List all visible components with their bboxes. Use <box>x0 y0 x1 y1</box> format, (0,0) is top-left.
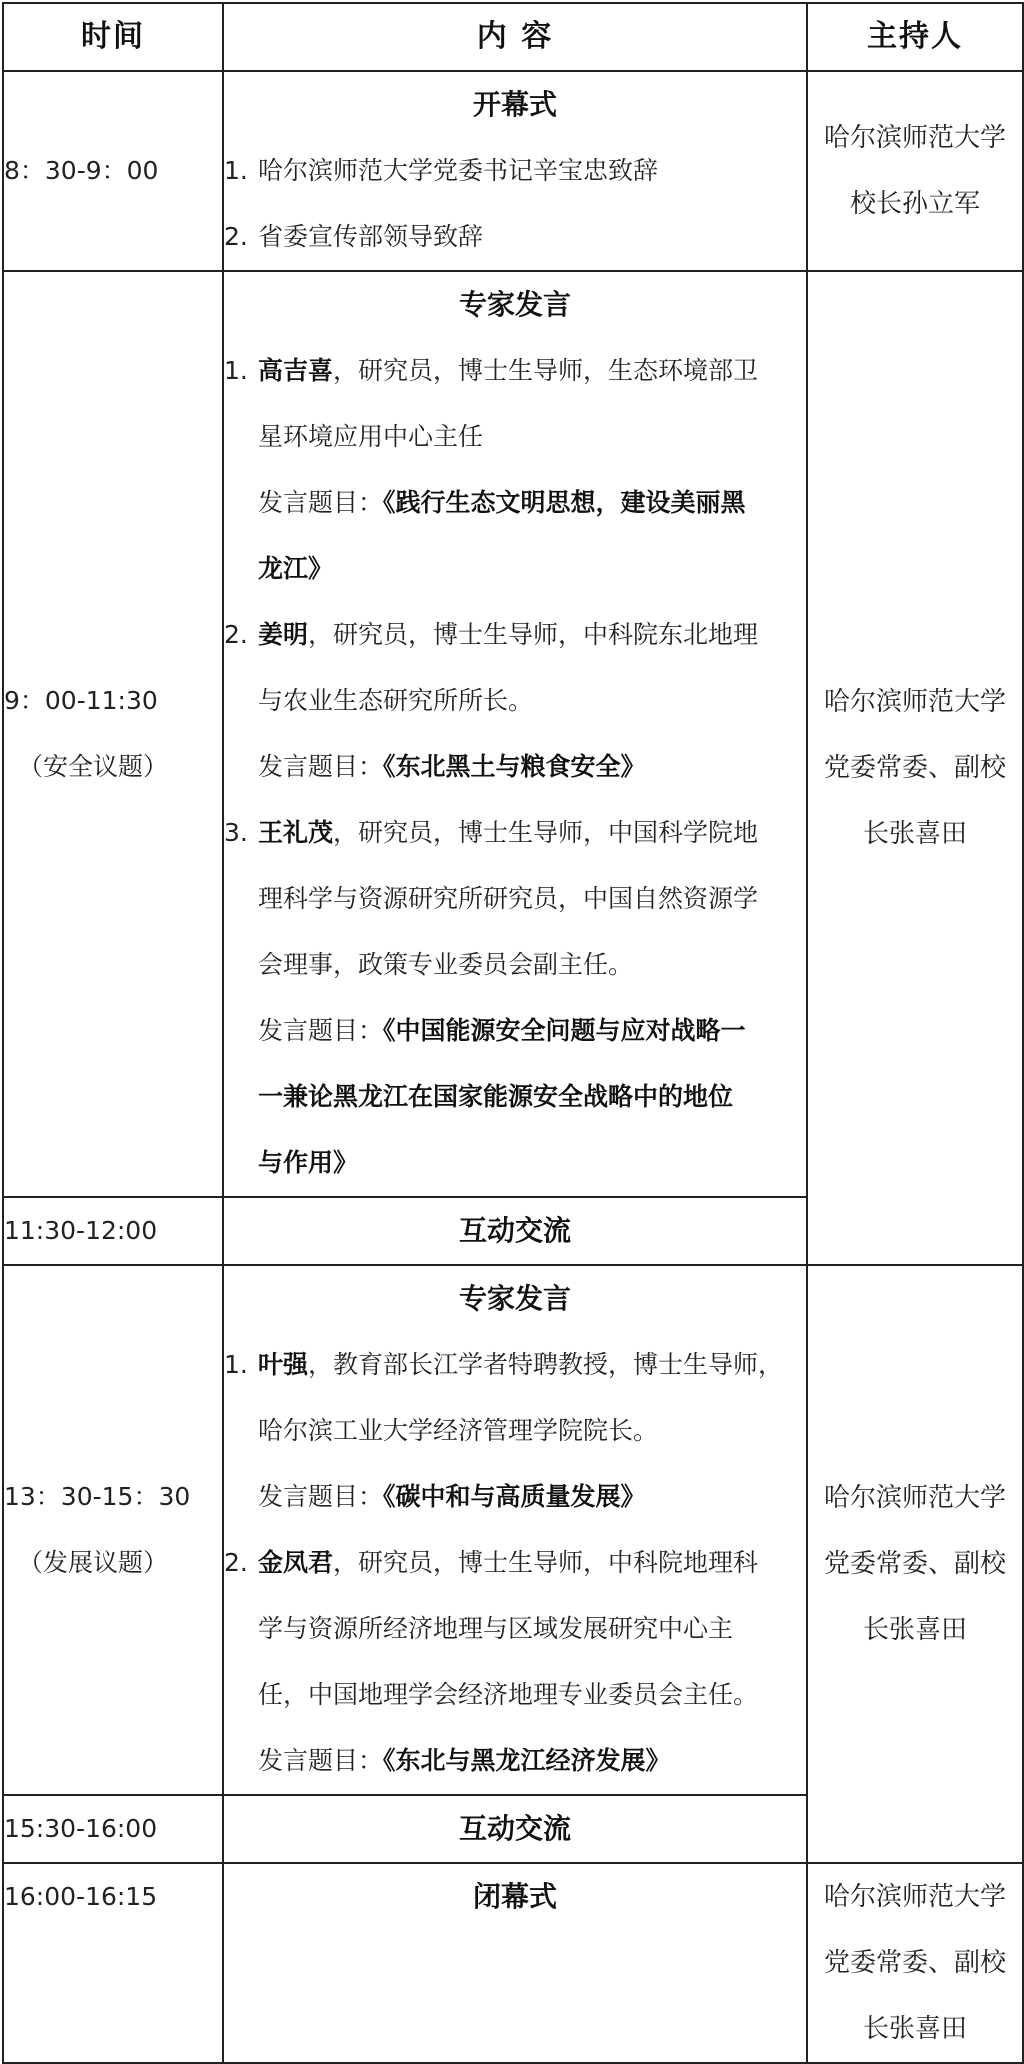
list-item <box>224 138 806 204</box>
content-cell <box>223 1863 807 2063</box>
host-line: 党委常委、副校 <box>823 1948 1006 1978</box>
content-cell <box>223 271 807 1197</box>
time-cell <box>3 1863 223 2063</box>
content-cell <box>223 71 807 271</box>
host-cell <box>807 71 1023 271</box>
speaker-desc-line: 学与资源所经济地理与区域发展研究中心主 <box>258 1614 734 1643</box>
speaker-item <box>224 1530 806 1596</box>
topic-text: （安全议题） <box>18 752 169 781</box>
talk-title: 《东北与黑龙江经济发展》 <box>383 1746 671 1775</box>
host-cell <box>807 1265 1023 1863</box>
item-number: 1. <box>224 156 248 185</box>
talk-title: 《碳中和与高质量发展》 <box>383 1482 646 1511</box>
host-line: 哈尔滨师范大学 <box>823 1882 1006 1912</box>
table-row-development <box>3 1265 1023 1795</box>
header-host: 主持人 <box>807 3 1023 71</box>
talk-line <box>224 470 806 536</box>
time-text: 15:30-16:00 <box>4 1814 158 1843</box>
time-cell <box>3 1197 223 1265</box>
header-row <box>3 3 1023 71</box>
talk-line <box>224 734 806 800</box>
speaker-item <box>224 800 806 866</box>
section-title: 专家发言 <box>458 288 571 321</box>
time-text: 9：00-11:30 <box>4 686 158 715</box>
talk-line <box>224 1130 806 1196</box>
item-number: 1. <box>224 1350 248 1379</box>
speaker-name: 金凤君 <box>258 1548 334 1577</box>
talk-label: 发言题目： <box>258 1746 384 1775</box>
speaker-name: 叶强 <box>258 1350 309 1379</box>
talk-title-cont: 龙江》 <box>258 554 334 583</box>
section-title: 闭幕式 <box>472 1880 557 1913</box>
host-line: 哈尔滨师范大学 <box>823 687 1006 717</box>
host-line: 党委常委、副校 <box>823 1549 1006 1579</box>
talk-title: 《践行生态文明思想，建设美丽黑 <box>383 488 746 517</box>
item-number: 2. <box>224 620 248 649</box>
time-cell <box>3 1265 223 1795</box>
item-number: 2. <box>224 222 248 251</box>
item-text: 哈尔滨师范大学党委书记辛宝忠致辞 <box>258 156 659 185</box>
speaker-desc: ，研究员，博士生导师，中科院地理科 <box>333 1548 759 1577</box>
host-line: 长张喜田 <box>862 1615 967 1645</box>
speaker-desc-line: 理科学与资源研究所研究员，中国自然资源学 <box>258 884 759 913</box>
talk-line <box>224 998 806 1064</box>
speaker-desc-line: 哈尔滨工业大学经济管理学院院长。 <box>258 1416 659 1445</box>
header-content: 内 容 <box>223 3 807 71</box>
host-cell <box>807 271 1023 1265</box>
item-number: 2. <box>224 1548 248 1577</box>
host-line: 哈尔滨师范大学 <box>823 1483 1006 1513</box>
host-cell <box>807 1863 1023 2063</box>
speaker-name: 王礼茂 <box>258 818 334 847</box>
host-line: 哈尔滨师范大学 <box>823 123 1006 153</box>
speaker-desc-line: 星环境应用中心主任 <box>258 422 484 451</box>
speaker-item <box>224 338 806 404</box>
talk-label: 发言题目： <box>258 1482 384 1511</box>
time-cell <box>3 271 223 1197</box>
talk-title: 《东北黑土与粮食安全》 <box>383 752 646 781</box>
section-title: 开幕式 <box>472 88 557 121</box>
content-cell <box>223 1265 807 1795</box>
speaker-desc: ，研究员，博士生导师，中国科学院地 <box>333 818 759 847</box>
talk-label: 发言题目： <box>258 752 384 781</box>
speaker-item <box>224 602 806 668</box>
speaker-item <box>224 1332 806 1398</box>
content-cell <box>223 1197 807 1265</box>
host-line: 校长孙立军 <box>849 189 980 219</box>
table-row-closing <box>3 1863 1023 2063</box>
section-title: 互动交流 <box>458 1214 571 1247</box>
talk-title-cont: 一兼论黑龙江在国家能源安全战略中的地位 <box>258 1082 734 1111</box>
agenda-table <box>2 2 1024 2064</box>
talk-line <box>224 1728 806 1794</box>
table-row-security <box>3 271 1023 1197</box>
speaker-desc-line: 与农业生态研究所所长。 <box>258 686 534 715</box>
talk-label: 发言题目： <box>258 1016 384 1045</box>
host-line: 长张喜田 <box>862 2014 967 2044</box>
topic-text: （发展议题） <box>18 1548 169 1577</box>
speaker-name: 高吉喜 <box>258 356 334 385</box>
time-text: 11:30-12:00 <box>4 1216 158 1245</box>
talk-title-cont: 与作用》 <box>258 1148 359 1177</box>
speaker-name: 姜明 <box>258 620 309 649</box>
section-title: 互动交流 <box>458 1812 571 1845</box>
talk-line <box>224 1464 806 1530</box>
speaker-desc-line: 任，中国地理学会经济地理专业委员会主任。 <box>258 1680 759 1709</box>
time-text: 8：30-9：00 <box>4 156 159 185</box>
speaker-desc: ，教育部长江学者特聘教授，博士生导师， <box>308 1350 784 1379</box>
item-number: 1. <box>224 356 248 385</box>
host-line: 长张喜田 <box>862 819 967 849</box>
speaker-desc-line: 会理事，政策专业委员会副主任。 <box>258 950 634 979</box>
list-item <box>224 204 806 270</box>
time-text: 16:00-16:15 <box>4 1882 158 1911</box>
time-text: 13：30-15：30 <box>4 1482 191 1511</box>
talk-title: 《中国能源安全问题与应对战略一 <box>383 1016 746 1045</box>
host-line: 党委常委、副校 <box>823 753 1006 783</box>
header-time: 时间 <box>3 3 223 71</box>
section-title: 专家发言 <box>458 1282 571 1315</box>
item-number: 3. <box>224 818 248 847</box>
content-cell <box>223 1795 807 1863</box>
item-text: 省委宣传部领导致辞 <box>258 222 484 251</box>
talk-line <box>224 536 806 602</box>
speaker-desc: ，研究员，博士生导师，生态环境部卫 <box>333 356 759 385</box>
speaker-desc: ，研究员，博士生导师，中科院东北地理 <box>308 620 759 649</box>
talk-line <box>224 1064 806 1130</box>
talk-label: 发言题目： <box>258 488 384 517</box>
table-row-opening <box>3 71 1023 271</box>
time-cell <box>3 71 223 271</box>
time-cell <box>3 1795 223 1863</box>
